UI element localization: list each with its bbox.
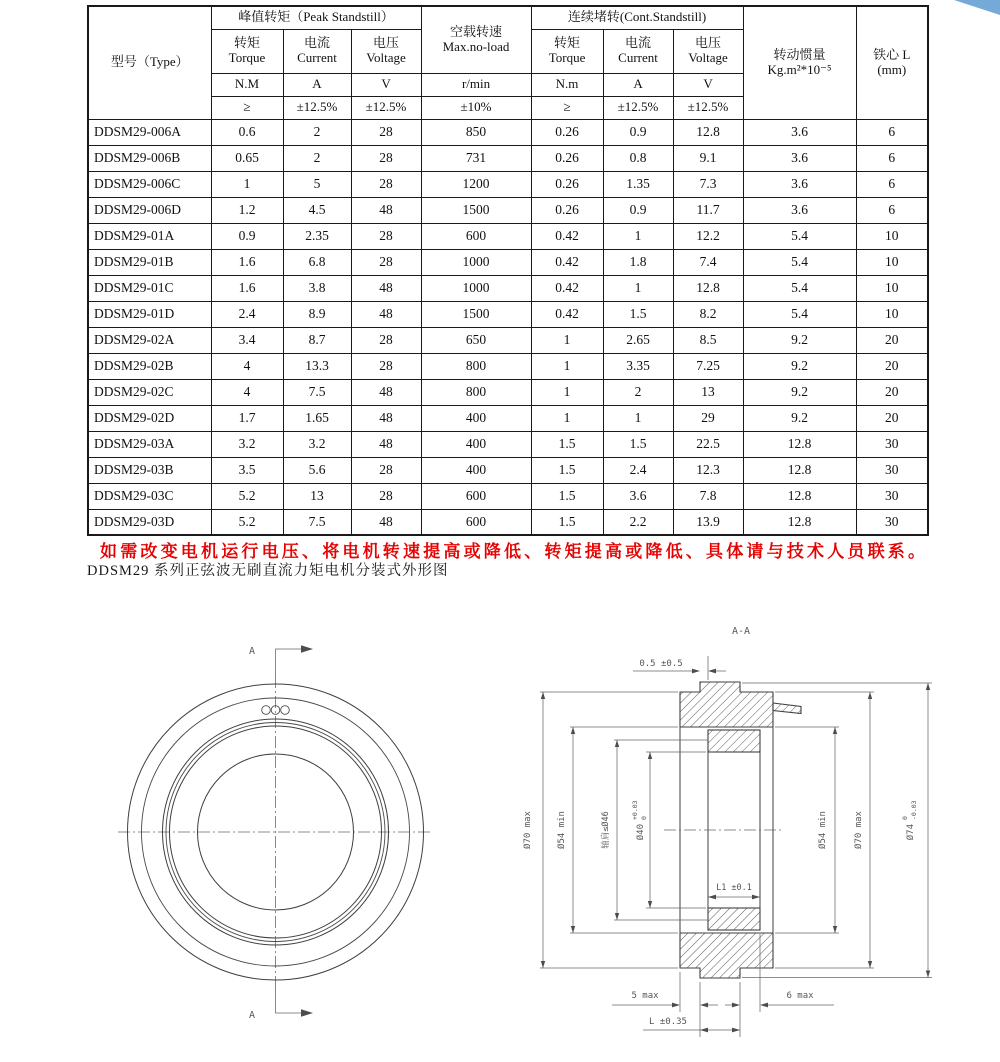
section-title: A-A: [731, 626, 751, 637]
value-cell: 3.35: [603, 353, 673, 379]
value-cell: 30: [856, 431, 928, 457]
value-cell: 3.6: [743, 171, 856, 197]
value-cell: 4.5: [283, 197, 351, 223]
value-cell: 28: [351, 249, 421, 275]
value-cell: 8.7: [283, 327, 351, 353]
header-cont-torque: 转矩 Torque: [531, 29, 603, 73]
value-cell: 10: [856, 249, 928, 275]
value-cell: 1000: [421, 275, 531, 301]
model-cell: DDSM29-03D: [88, 509, 211, 535]
table-row: [88, 223, 928, 249]
table-row: [88, 275, 928, 301]
value-cell: 1.6: [211, 275, 283, 301]
value-cell: 5.4: [743, 275, 856, 301]
dia74-tol-top: 0: [901, 816, 909, 820]
value-cell: 20: [856, 379, 928, 405]
value-cell: 48: [351, 405, 421, 431]
value-cell: 6.8: [283, 249, 351, 275]
value-cell: 1.65: [283, 405, 351, 431]
header-peak-torque: 转矩 Torque: [211, 29, 283, 73]
value-cell: 48: [351, 379, 421, 405]
value-cell: 10: [856, 223, 928, 249]
header-type: 型号（Type）: [88, 6, 211, 119]
value-cell: 13.3: [283, 353, 351, 379]
tolerance-cell: ≥: [531, 96, 603, 119]
value-cell: 650: [421, 327, 531, 353]
value-cell: 0.42: [531, 301, 603, 327]
value-cell: 1: [603, 275, 673, 301]
svg-text:L ±0.35: L ±0.35: [649, 1017, 687, 1027]
dim-6max: [725, 991, 834, 1007]
value-cell: 12.2: [673, 223, 743, 249]
unit-cell: N.m: [531, 73, 603, 96]
model-cell: DDSM29-006D: [88, 197, 211, 223]
value-cell: 28: [351, 119, 421, 145]
header-peak-current: 电流 Current: [283, 29, 351, 73]
section-marker-top: A: [248, 646, 256, 657]
value-cell: 2.4: [603, 457, 673, 483]
value-cell: 0.42: [531, 249, 603, 275]
value-cell: 10: [856, 275, 928, 301]
value-cell: 9.2: [743, 379, 856, 405]
tolerance-cell: ±10%: [421, 96, 531, 119]
value-cell: 1.5: [531, 431, 603, 457]
model-cell: DDSM29-01A: [88, 223, 211, 249]
value-cell: 9.2: [743, 327, 856, 353]
stator-bottom-section: [680, 933, 773, 978]
dim-label-dia74: [901, 800, 918, 840]
value-cell: 1: [531, 405, 603, 431]
table-row: [88, 483, 928, 509]
value-cell: 1: [211, 171, 283, 197]
header-cont-group: 连续堵转(Cont.Standstill): [531, 6, 743, 29]
value-cell: 28: [351, 353, 421, 379]
value-cell: 1: [531, 353, 603, 379]
value-cell: 30: [856, 457, 928, 483]
value-cell: 1: [531, 379, 603, 405]
svg-text:5 max: 5 max: [631, 991, 659, 1001]
value-cell: 1.5: [603, 301, 673, 327]
header-cont-current: 电流 Current: [603, 29, 673, 73]
table-row: [88, 119, 928, 145]
value-cell: 12.8: [673, 275, 743, 301]
value-cell: 0.26: [531, 145, 603, 171]
dim-l1: [708, 883, 760, 899]
header-peak-group: 峰值转矩（Peak Standstill）: [211, 6, 421, 29]
value-cell: 4: [211, 379, 283, 405]
rotor-top-section: [708, 730, 760, 752]
section-arrow-bottom-icon: [301, 1009, 313, 1016]
model-cell: DDSM29-006B: [88, 145, 211, 171]
svg-text:Ø74: Ø74: [906, 824, 916, 841]
dim-label-dia54-right: Ø54 min: [818, 811, 828, 849]
wire-hole-icon: [262, 706, 271, 715]
value-cell: 28: [351, 171, 421, 197]
value-cell: 1.8: [603, 249, 673, 275]
value-cell: 28: [351, 223, 421, 249]
value-cell: 20: [856, 353, 928, 379]
header-noload-cn: 空载转速: [450, 23, 503, 39]
value-cell: 1.5: [531, 483, 603, 509]
value-cell: 0.8: [603, 145, 673, 171]
value-cell: 7.5: [283, 509, 351, 535]
value-cell: 2: [603, 379, 673, 405]
value-cell: 1500: [421, 197, 531, 223]
value-cell: 1.7: [211, 405, 283, 431]
value-cell: 5: [283, 171, 351, 197]
table-row: [88, 301, 928, 327]
value-cell: 600: [421, 223, 531, 249]
model-cell: DDSM29-02D: [88, 405, 211, 431]
table-row: [88, 431, 928, 457]
value-cell: 3.8: [283, 275, 351, 301]
dim-l: [643, 1017, 740, 1032]
header-inertia-unit: Kg.m²*10⁻⁵: [767, 61, 832, 77]
value-cell: 1000: [421, 249, 531, 275]
header-core: [856, 6, 928, 119]
dim-label-dia40: [631, 800, 648, 840]
value-cell: 28: [351, 457, 421, 483]
value-cell: 12.8: [743, 483, 856, 509]
value-cell: 22.5: [673, 431, 743, 457]
header-inertia-cn: 转动惯量: [773, 46, 826, 62]
value-cell: 3.6: [743, 119, 856, 145]
value-cell: 1: [603, 405, 673, 431]
value-cell: 600: [421, 509, 531, 535]
value-cell: 20: [856, 327, 928, 353]
value-cell: 850: [421, 119, 531, 145]
header-noload-en: Max.no-load: [442, 38, 510, 54]
value-cell: 3.6: [743, 197, 856, 223]
value-cell: 9.2: [743, 405, 856, 431]
section-line-bottom: [276, 988, 304, 1013]
value-cell: 0.6: [211, 119, 283, 145]
unit-cell: A: [283, 73, 351, 96]
value-cell: 48: [351, 431, 421, 457]
model-cell: DDSM29-01C: [88, 275, 211, 301]
tolerance-cell: ±12.5%: [673, 96, 743, 119]
model-cell: DDSM29-006C: [88, 171, 211, 197]
value-cell: 0.26: [531, 197, 603, 223]
value-cell: 5.2: [211, 509, 283, 535]
value-cell: 0.42: [531, 223, 603, 249]
value-cell: 1.2: [211, 197, 283, 223]
value-cell: 3.6: [603, 483, 673, 509]
tolerance-cell: ±12.5%: [283, 96, 351, 119]
dim-label-dia54-left: Ø54 min: [557, 811, 567, 849]
dia74-tol-bottom: -0.03: [910, 800, 918, 820]
table-row: [88, 405, 928, 431]
value-cell: 400: [421, 405, 531, 431]
drawing-caption: DDSM29 系列正弦波无刷直流力矩电机分装式外形图: [87, 563, 449, 579]
value-cell: 20: [856, 405, 928, 431]
value-cell: 7.8: [673, 483, 743, 509]
value-cell: 2.65: [603, 327, 673, 353]
value-cell: 30: [856, 509, 928, 535]
model-cell: DDSM29-02C: [88, 379, 211, 405]
model-cell: DDSM29-006A: [88, 119, 211, 145]
unit-cell: V: [351, 73, 421, 96]
svg-text:6 max: 6 max: [786, 991, 814, 1001]
section-marker-bottom: A: [248, 1010, 256, 1021]
value-cell: 48: [351, 197, 421, 223]
header-peak-voltage: 电压 Voltage: [351, 29, 421, 73]
value-cell: 4: [211, 353, 283, 379]
tolerance-cell: ±12.5%: [351, 96, 421, 119]
dim-top-offset: [633, 659, 726, 673]
table-row: [88, 171, 928, 197]
unit-cell: r/min: [421, 73, 531, 96]
table-row: [88, 197, 928, 223]
value-cell: 1.35: [603, 171, 673, 197]
value-cell: 6: [856, 119, 928, 145]
table-row: [88, 327, 928, 353]
dim-label-dia70-left: Ø70 max: [523, 811, 533, 849]
value-cell: 800: [421, 379, 531, 405]
front-view-drawing: [100, 618, 460, 1052]
header-cont-voltage: 电压 Voltage: [673, 29, 743, 73]
value-cell: 2.2: [603, 509, 673, 535]
spec-table: [87, 5, 929, 536]
model-cell: DDSM29-02A: [88, 327, 211, 353]
value-cell: 11.7: [673, 197, 743, 223]
header-noload: [421, 6, 531, 73]
voltage-change-note: 如需改变电机运行电压、将电机转速提高或降低、转矩提高或降低、具体请与技术人员联系。: [100, 542, 929, 561]
value-cell: 5.4: [743, 249, 856, 275]
value-cell: 48: [351, 509, 421, 535]
wire-hole-icon: [281, 706, 290, 715]
header-core-unit: (mm): [877, 61, 907, 77]
model-cell: DDSM29-03C: [88, 483, 211, 509]
unit-cell: A: [603, 73, 673, 96]
value-cell: 7.25: [673, 353, 743, 379]
model-cell: DDSM29-02B: [88, 353, 211, 379]
value-cell: 5.4: [743, 301, 856, 327]
value-cell: 1500: [421, 301, 531, 327]
unit-cell: N.M: [211, 73, 283, 96]
tolerance-cell: ≥: [211, 96, 283, 119]
model-cell: DDSM29-01B: [88, 249, 211, 275]
value-cell: 3.6: [743, 145, 856, 171]
stator-top-section: [680, 682, 773, 727]
value-cell: 9.2: [743, 353, 856, 379]
dim-5max: [612, 991, 718, 1007]
value-cell: 28: [351, 145, 421, 171]
value-cell: 1.5: [531, 509, 603, 535]
table-row: [88, 353, 928, 379]
value-cell: 7.3: [673, 171, 743, 197]
value-cell: 8.2: [673, 301, 743, 327]
value-cell: 30: [856, 483, 928, 509]
section-view-drawing: [498, 618, 976, 1052]
value-cell: 12.8: [743, 457, 856, 483]
value-cell: 1.5: [531, 457, 603, 483]
svg-text:0.5 ±0.5: 0.5 ±0.5: [639, 659, 683, 669]
header-core-cn: 铁心 L: [873, 46, 911, 62]
dia40-tol-bottom: 0: [640, 816, 648, 820]
value-cell: 0.9: [603, 197, 673, 223]
value-cell: 6: [856, 145, 928, 171]
value-cell: 12.8: [743, 509, 856, 535]
value-cell: 3.2: [283, 431, 351, 457]
value-cell: 3.2: [211, 431, 283, 457]
section-arrow-top-icon: [301, 645, 313, 652]
value-cell: 6: [856, 197, 928, 223]
spec-table-body: [88, 119, 928, 535]
table-row: [88, 249, 928, 275]
value-cell: 3.5: [211, 457, 283, 483]
value-cell: 10: [856, 301, 928, 327]
value-cell: 13: [673, 379, 743, 405]
table-row: [88, 145, 928, 171]
svg-text:L1 ±0.1: L1 ±0.1: [716, 883, 752, 893]
value-cell: 12.8: [673, 119, 743, 145]
dim-label-shaft-shoulder: 轴肩≤Ø46: [601, 811, 611, 849]
value-cell: 0.9: [211, 223, 283, 249]
value-cell: 400: [421, 457, 531, 483]
rotor-bottom-section: [708, 908, 760, 930]
corner-fold-accent: [954, 0, 1000, 15]
unit-cell: V: [673, 73, 743, 96]
value-cell: 48: [351, 301, 421, 327]
value-cell: 3.4: [211, 327, 283, 353]
value-cell: 12.8: [743, 431, 856, 457]
value-cell: 400: [421, 431, 531, 457]
value-cell: 12.3: [673, 457, 743, 483]
value-cell: 48: [351, 275, 421, 301]
value-cell: 28: [351, 483, 421, 509]
table-row: [88, 379, 928, 405]
header-inertia: [743, 6, 856, 119]
value-cell: 1.6: [211, 249, 283, 275]
svg-text:Ø40: Ø40: [636, 824, 646, 841]
value-cell: 731: [421, 145, 531, 171]
value-cell: 0.65: [211, 145, 283, 171]
value-cell: 2.4: [211, 301, 283, 327]
value-cell: 0.9: [603, 119, 673, 145]
value-cell: 13: [283, 483, 351, 509]
value-cell: 5.6: [283, 457, 351, 483]
value-cell: 0.42: [531, 275, 603, 301]
table-row: [88, 457, 928, 483]
value-cell: 2: [283, 119, 351, 145]
model-cell: DDSM29-01D: [88, 301, 211, 327]
model-cell: DDSM29-03B: [88, 457, 211, 483]
value-cell: 8.9: [283, 301, 351, 327]
value-cell: 28: [351, 327, 421, 353]
value-cell: 1: [603, 223, 673, 249]
value-cell: 6: [856, 171, 928, 197]
value-cell: 29: [673, 405, 743, 431]
value-cell: 1.5: [603, 431, 673, 457]
value-cell: 2: [283, 145, 351, 171]
model-cell: DDSM29-03A: [88, 431, 211, 457]
tolerance-cell: ±12.5%: [603, 96, 673, 119]
value-cell: 13.9: [673, 509, 743, 535]
value-cell: 0.26: [531, 171, 603, 197]
value-cell: 7.5: [283, 379, 351, 405]
dim-label-dia70-right: Ø70 max: [854, 811, 864, 849]
value-cell: 0.26: [531, 119, 603, 145]
value-cell: 8.5: [673, 327, 743, 353]
dia40-tol-top: +0.03: [631, 800, 639, 820]
value-cell: 800: [421, 353, 531, 379]
value-cell: 9.1: [673, 145, 743, 171]
lead-wire-tab: [773, 703, 801, 714]
value-cell: 1200: [421, 171, 531, 197]
value-cell: 5.2: [211, 483, 283, 509]
value-cell: 5.4: [743, 223, 856, 249]
table-row: [88, 509, 928, 535]
value-cell: 7.4: [673, 249, 743, 275]
value-cell: 1: [531, 327, 603, 353]
section-line-top: [276, 649, 304, 676]
value-cell: 600: [421, 483, 531, 509]
value-cell: 2.35: [283, 223, 351, 249]
